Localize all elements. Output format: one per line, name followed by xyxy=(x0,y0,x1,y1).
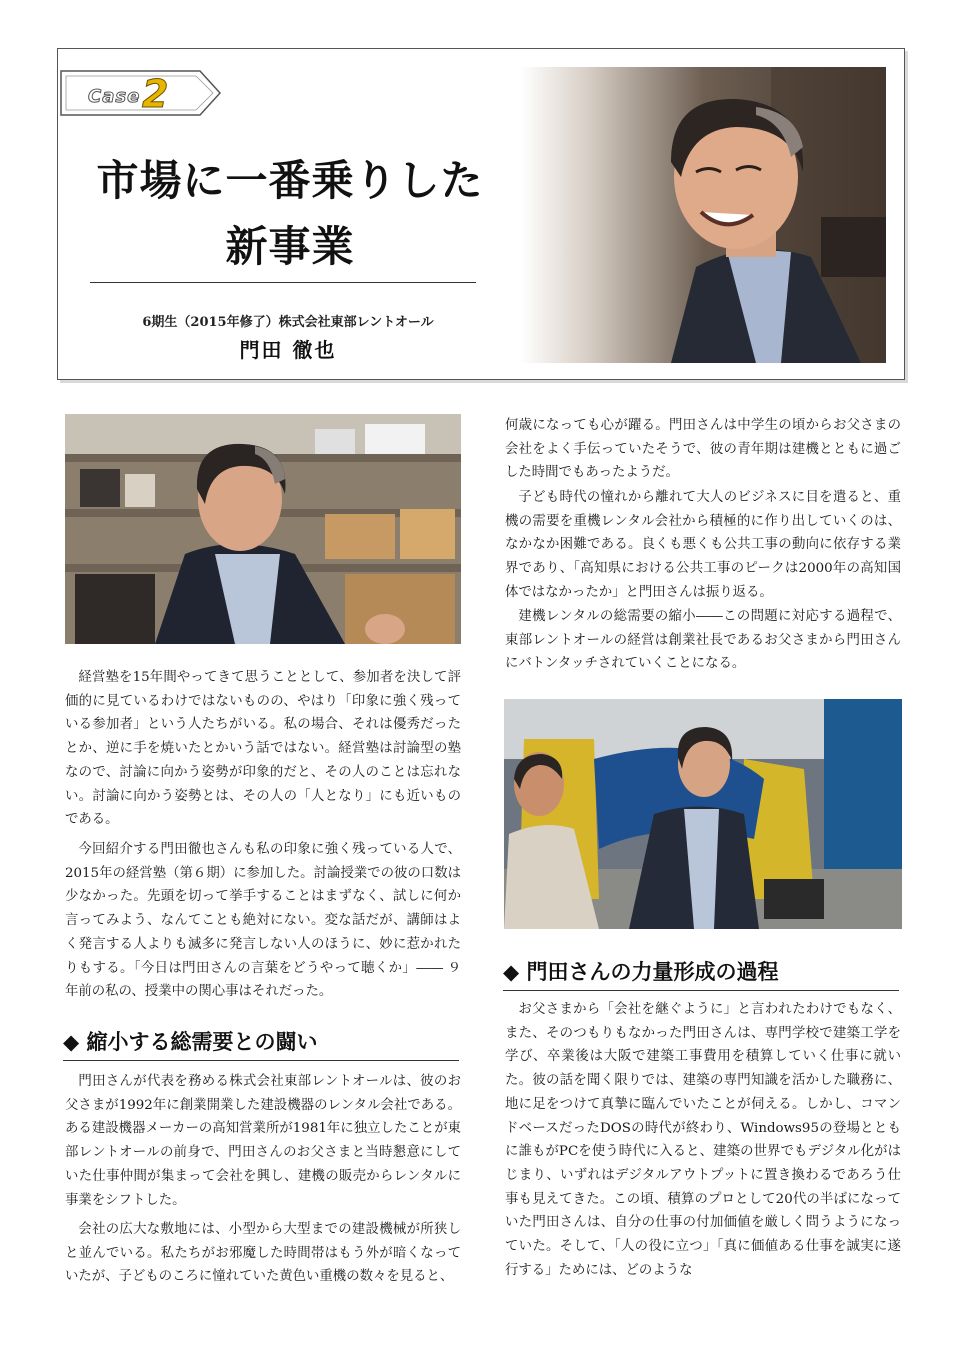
section-heading-competence-building: ◆ 門田さんの力量形成の過程 xyxy=(503,956,899,991)
right-paragraph-1: 何歳になっても心が躍る。門田さんは中学生の頃からお父さまの会社をよく手伝っていたそうで、彼の青年期は建機とともに過ごした時間でもあったようだ。 xyxy=(505,418,901,481)
right-paragraph-4: お父さまから「会社を継ぐように」と言われたわけでもなく、また、そのつもりもなかった門田さんは、専門学校で建築工学を学び、卒業後は大阪で建築工事費用を積算していく仕事に就いた。彼の話を聞く限りでは、建築の専門知識を活かした職務に、地に足をつけて真摯に臨んでいたことが伺える。しかし、コマンドベースだったDOSの時代が終わり、Windows95の登場とともに誰もがPCを使う時代に入ると、建築の世界でもデジタル化がはじまり、いずれはデジタルアウトプットに置き換わるであろう仕事も見えてきた。この頃、積算のプロとして20代の半ばになっていた門田さんは、自分の仕事の付加価値を厳しく問うようになっていた。そして、「人の役に立つ」「真に価値ある仕事を誠実に遂行する」ためには、どのような xyxy=(505,1002,901,1278)
left-paragraph-3: 門田さんが代表を務める株式会社東部レントオールは、彼のお父さまが1992年に創業開業した建設機器のレンタル会社である。ある建設機器メーカーの高知営業所が1981年に独立したことが東部レントオールの前身で、門田さんのお父さまと当時懇意にしていた仕事仲間が集まって会社を興し、建機の販売からレンタルに事業をシフトした。 xyxy=(65,1074,461,1208)
left-paragraph-4: 会社の広大な敷地には、小型から大型までの建設機械が所狭しと並んでいる。私たちがお邪魔した時間帯はもう外が暗くなっていたが、子どものころに憧れていた黄色い重機の数々を見ると、 xyxy=(65,1222,461,1285)
section-heading-shrinking-demand: ◆ 縮小する総需要との闘い xyxy=(63,1026,459,1061)
page-title xyxy=(80,148,500,280)
header-portrait-photo xyxy=(521,67,886,363)
title-divider xyxy=(90,282,476,283)
title-line-2: 新事業 xyxy=(225,222,355,271)
author-name: 門田 徹也 xyxy=(239,338,337,362)
left-paragraph-1: 経営塾を15年間やってきて思うこととして、参加者を決して評価的に見ているわけではないものの、やはり「印象に強く残っている参加者」という人たちがいる。私の場合、それは優秀だったとか、逆に手を焼いたとかいう話ではない。経営塾は討論型の塾なので、討論に向かう姿勢が印象的だと、その人のことは忘れない。討論に向かう姿勢とは、その人の「人となり」にも近いものである。 xyxy=(65,670,461,828)
case-label: Case xyxy=(88,86,141,107)
construction-yard-photo xyxy=(504,699,902,929)
interview-office-photo xyxy=(65,414,461,644)
right-paragraph-3: 建機レンタルの総需要の縮小――この問題に対応する過程で、東部レントオールの経営は創業社長であるお父さまから門田さんにバトンタッチされていくことになる。 xyxy=(505,609,901,672)
case-number: 2 xyxy=(142,72,169,116)
author-affiliation: 6期生（2015年修了）株式会社東部レントオール xyxy=(142,315,434,330)
right-paragraph-2: 子ども時代の憧れから離れて大人のビジネスに目を遣ると、重機の需要を重機レンタル会社から積極的に作り出していくのは、なかなか困難である。良くも悪くも公共工事の動向に依存する業界であり、「高知県における公共工事のピークは2000年の高知国体ではなかったか」と門田さんは振り返る。 xyxy=(505,490,901,600)
left-paragraph-2: 今回紹介する門田徹也さんも私の印象に強く残っている人で、2015年の経営塾（第６期）に参加した。討論授業での彼の口数は少なかった。先頭を切って挙手することはまずなく、試しに何か言ってみよう、なんてことも絶対にない。変な話だが、講師はよく発言する人よりも滅多に発言しない人のほうに、妙に惹かれたりもする。「今日は門田さんの言葉をどうやって聴くか」―― ９年前の私の、授業中の関心事はそれだった。 xyxy=(65,842,461,1000)
case-tag xyxy=(60,70,222,116)
title-line-1: 市場に一番乗りした xyxy=(96,156,484,205)
